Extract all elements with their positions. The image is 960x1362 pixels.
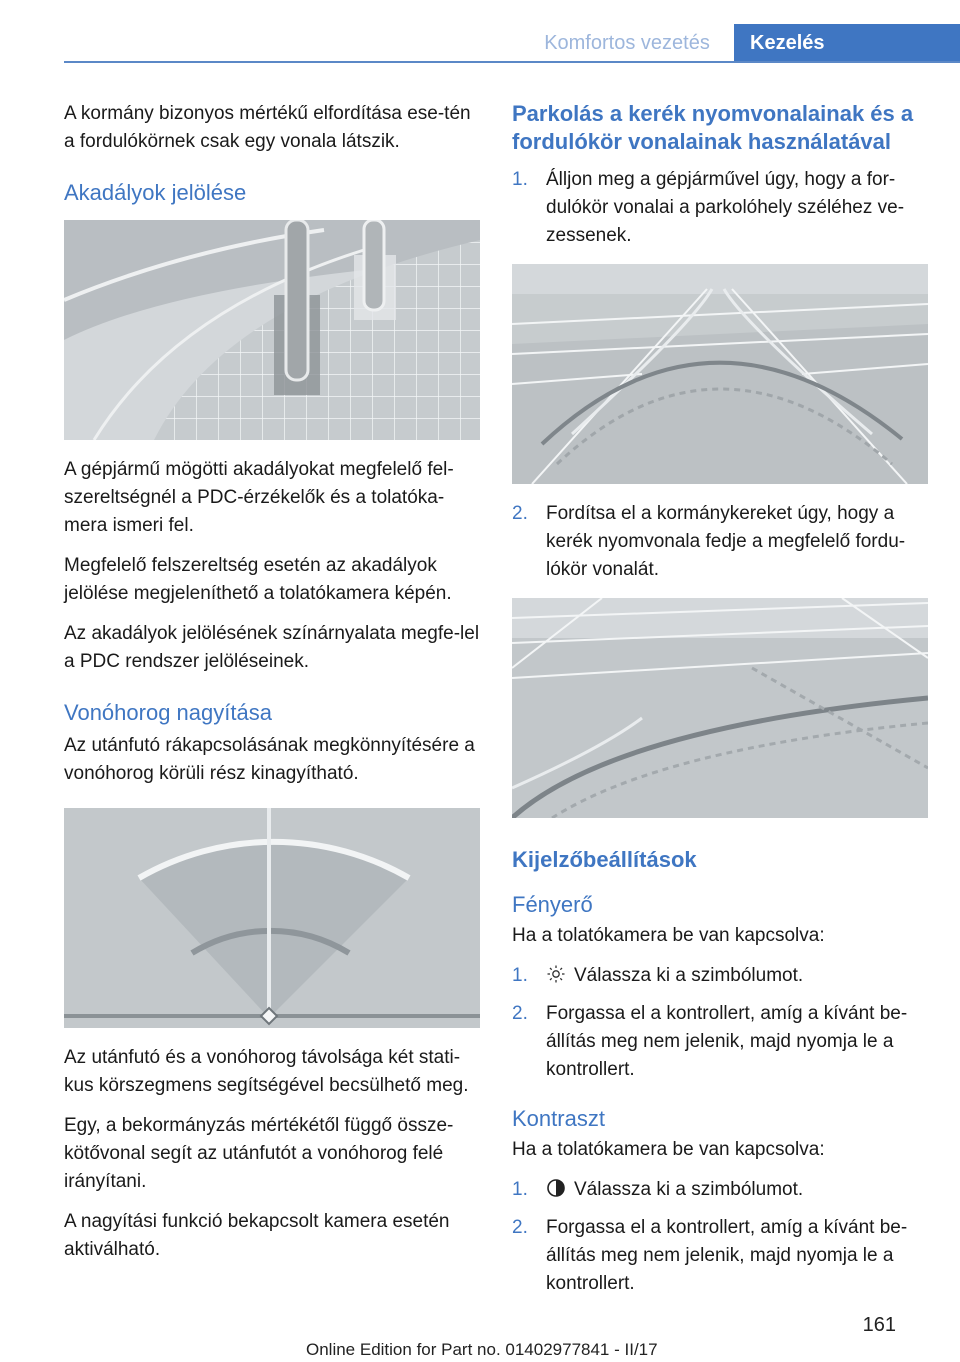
step-text: Válassza ki a szimbólumot. xyxy=(574,1179,804,1200)
edition-note: Online Edition for Part no. 01402977841 - II/17 xyxy=(306,1340,658,1359)
obstacle-marking-image xyxy=(64,220,480,440)
list-item xyxy=(512,962,928,990)
step-text: Forgassa el a kontrollert, amíg a kívánt be-állítás meg nem jelenik, majd nyomja le a kontrollert. xyxy=(546,1003,908,1080)
step-number: 2. xyxy=(512,1003,528,1024)
heading-contrast: Kontraszt xyxy=(512,1106,605,1131)
step-text: Forgassa el a kontrollert, amíg a kívánt be-állítás meg nem jelenik, majd nyomja le a kontrollert. xyxy=(546,1217,908,1294)
step-number: 1. xyxy=(512,965,528,986)
header-rule xyxy=(64,61,960,63)
list-item xyxy=(512,1000,928,1084)
page-number: 161 xyxy=(862,1314,896,1336)
section-tab: Komfortos vezetés xyxy=(544,31,710,54)
paragraph: A nagyítási funkció bekapcsolt kamera esetén aktiválható. xyxy=(64,1211,450,1260)
list-item xyxy=(512,1214,928,1298)
hitch-zoom-image xyxy=(64,808,480,1028)
heading-obstacles: Akadályok jelölése xyxy=(64,180,247,205)
heading-display-settings: Kijelzőbeállítások xyxy=(512,847,697,872)
condition-text: Ha a tolatókamera be van kapcsolva: xyxy=(512,1139,825,1160)
step-number: 2. xyxy=(512,1217,528,1238)
step-number: 2. xyxy=(512,503,528,524)
paragraph: A gépjármű mögötti akadályokat megfelelő fel-szereltségnél a PDC-érzékelők és a tolatóka-mera ismeri fel. xyxy=(64,459,454,536)
heading-hitch-zoom: Vonóhorog nagyítása xyxy=(64,700,272,725)
page-header xyxy=(0,0,960,62)
heading-parking: Parkolás a kerék nyomvonalainak és a fordulókör vonalainak használatával xyxy=(512,101,914,154)
step-text: Fordítsa el a kormánykereket úgy, hogy a kerék nyomvonala fedje a megfelelő fordu-lókör vonalát. xyxy=(546,503,906,580)
step-text: Álljon meg a gépjárművel úgy, hogy a for-dulókör vonalai a parkolóhely széléhez ve-zessenek. xyxy=(546,169,905,246)
condition-text: Ha a tolatókamera be van kapcsolva: xyxy=(512,925,825,946)
paragraph: Az utánfutó és a vonóhorog távolsága két stati-kus körszegmens segítségével becsülhető meg. xyxy=(64,1047,469,1096)
right-column xyxy=(512,100,928,1308)
chapter-tab: Kezelés xyxy=(734,24,960,62)
contrast-icon xyxy=(546,1176,566,1204)
step-number: 1. xyxy=(512,169,528,190)
paragraph: Megfelelő felszereltség esetén az akadályok jelölése megjeleníthető a tolatókamera képén. xyxy=(64,555,452,604)
sun-icon xyxy=(546,962,566,990)
list-item xyxy=(512,166,928,250)
paragraph: Egy, a bekormányzás mértékétől függő össze-kötővonal segít az utánfutót a vonóhorog felé irányítani. xyxy=(64,1115,454,1192)
wheel-track-image xyxy=(512,598,928,818)
step-text: Válassza ki a szimbólumot. xyxy=(574,965,804,986)
step-number: 1. xyxy=(512,1179,528,1200)
paragraph: Az akadályok jelölésének színárnyalata megfe-lel a PDC rendszer jelöléseinek. xyxy=(64,623,480,672)
paragraph: Az utánfutó rákapcsolásának megkönnyítésére a vonóhorog körüli rész kinagyítható. xyxy=(64,735,475,784)
turning-circle-image xyxy=(512,264,928,484)
list-item xyxy=(512,500,928,584)
list-item xyxy=(512,1176,928,1204)
heading-brightness: Fényerő xyxy=(512,892,593,917)
left-column xyxy=(64,100,480,1276)
paragraph: A kormány bizonyos mértékű elfordítása ese-tén a fordulókörnek csak egy vonala látszik. xyxy=(64,103,471,152)
